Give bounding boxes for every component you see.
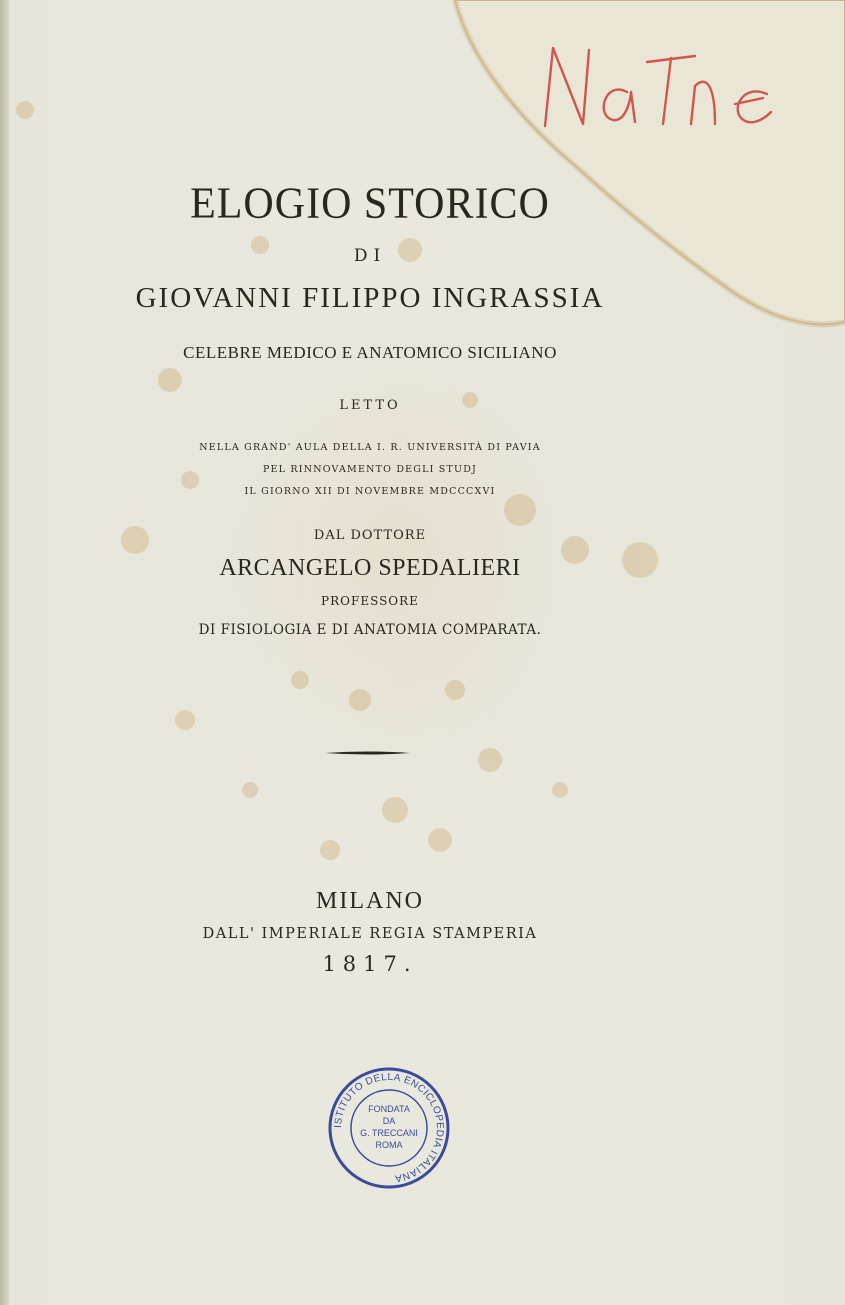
stamp-outer-text: ISTITUTO DELLA ENCICLOPEDIA ITALIANA <box>332 1071 446 1184</box>
occasion-line: IL GIORNO XII DI NOVEMBRE MDCCCXVI <box>244 486 496 497</box>
stamp-inner-line: ROMA <box>375 1140 403 1150</box>
author-field: DI FISIOLOGIA E DI ANATOMIA COMPARATA. <box>198 622 542 638</box>
letto-label: LETTO <box>339 398 401 413</box>
title-connector: DI <box>353 246 387 266</box>
occasion-line: PEL RINNOVAMENTO DEGLI STUDJ <box>262 464 478 475</box>
author-intro: DAL DOTTORE <box>313 528 427 543</box>
occasion-line: NELLA GRAND' AULA DELLA I. R. UNIVERSITÀ DI PAVIA <box>199 442 541 453</box>
imprint-printer: DALL' IMPERIALE REGIA STAMPERIA <box>202 926 538 942</box>
library-stamp <box>327 1066 451 1190</box>
stamp-inner-line: FONDATA <box>368 1104 410 1114</box>
pencil-annotation <box>535 36 785 136</box>
author-name: ARCANGELO SPEDALIERI <box>219 555 521 581</box>
stamp-inner-line: DA <box>382 1116 396 1126</box>
subject-name: GIOVANNI FILIPPO INGRASSIA <box>135 282 605 314</box>
book-title: ELOGIO STORICO <box>190 179 550 229</box>
ornamental-rule <box>325 750 410 756</box>
imprint-year: 1817. <box>322 952 418 976</box>
author-title: PROFESSORE <box>321 594 419 608</box>
imprint-city: MILANO <box>316 888 424 914</box>
subject-description: CELEBRE MEDICO E ANATOMICO SICILIANO <box>183 343 557 362</box>
stamp-inner-line: G. TRECCANI <box>360 1128 418 1138</box>
